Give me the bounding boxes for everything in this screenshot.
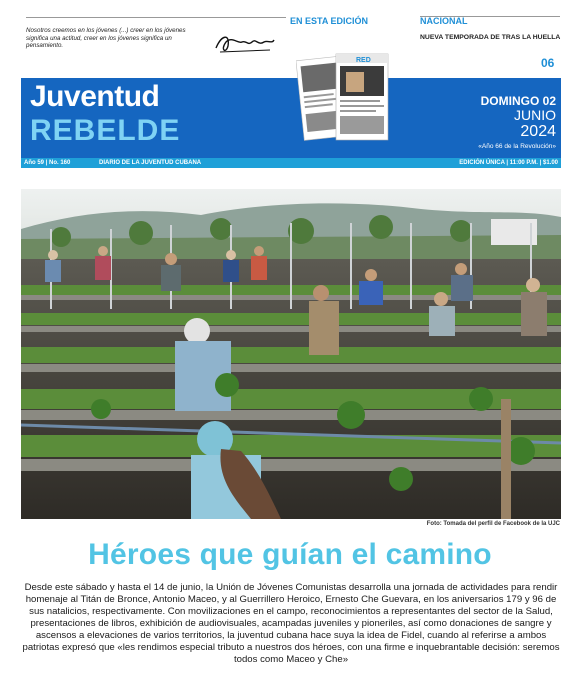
lead-photo[interactable]: [21, 189, 561, 519]
logo-rebelde: REBELDE: [30, 114, 181, 147]
price-info: EDICIÓN ÚNICA | 11:00 P.M. | $1.00: [459, 159, 558, 166]
edition-column: [290, 16, 414, 26]
signature-icon: [212, 28, 278, 58]
section-headline[interactable]: NUEVA TEMPORADA DE TRAS LA HUELLA: [420, 34, 561, 41]
fidel-quote: Nosotros creemos en los jóvenes (...) creer en los jóvenes significa una actitud, creer en los jóvenes significa un pensamiento.: [26, 27, 186, 50]
date-day: DOMINGO 02: [480, 94, 556, 108]
date-year: 2024: [520, 123, 556, 140]
thumbnail-tag: RED: [356, 57, 371, 64]
top-rule: [26, 17, 286, 18]
page-number: 06: [541, 56, 555, 70]
masthead-top: [0, 0, 580, 80]
info-strip: [21, 158, 561, 168]
article-headline[interactable]: Héroes que guían el camino: [88, 538, 492, 571]
section-label: NACIONAL: [420, 16, 468, 26]
edition-thumbnail[interactable]: [296, 50, 392, 144]
article-body: Desde este sábado y hasta el 14 de junio, la Unión de Jóvenes Comunistas desarrolla una jornada de actividades para rendir homenaje al Titán de Bronce, Antonio Maceo, y al Guerrillero Heroico, Ernesto Che Guevara, en los aniversarios 179 y 96 de sus natalicios, respectivamente. Con movilizaciones en el campo, reconocimientos a representantes del sector de la Salud, presentaciones de libros, exhibición de audiovisuales, acampadas juveniles y pioneriles, así como donaciones de sangre y ascensos a elevaciones de varios territorios, la juventud cubana hace suya la idea de Fidel, cuando al referirse a ambos patriotas expresó que «les rendimos especial tributo a nuestros dos héroes, con una firme e inquebrantable decisión: seremos todos como Maceo y Che»: [22, 582, 560, 665]
issue-info: Año 59 | No. 160: [24, 159, 71, 166]
edition-label: EN ESTA EDICIÓN: [290, 16, 369, 26]
logo-juventud: Juventud: [30, 80, 160, 113]
date-month: JUNIO: [514, 107, 556, 123]
date-block: [440, 94, 556, 150]
tagline: DIARIO DE LA JUVENTUD CUBANA: [99, 159, 202, 166]
photo-credit: Foto: Tomada del perfil de Facebook de la UJC: [426, 521, 560, 527]
revolution-year: «Año 66 de la Revolución»: [478, 143, 556, 150]
section-column: [420, 16, 560, 26]
